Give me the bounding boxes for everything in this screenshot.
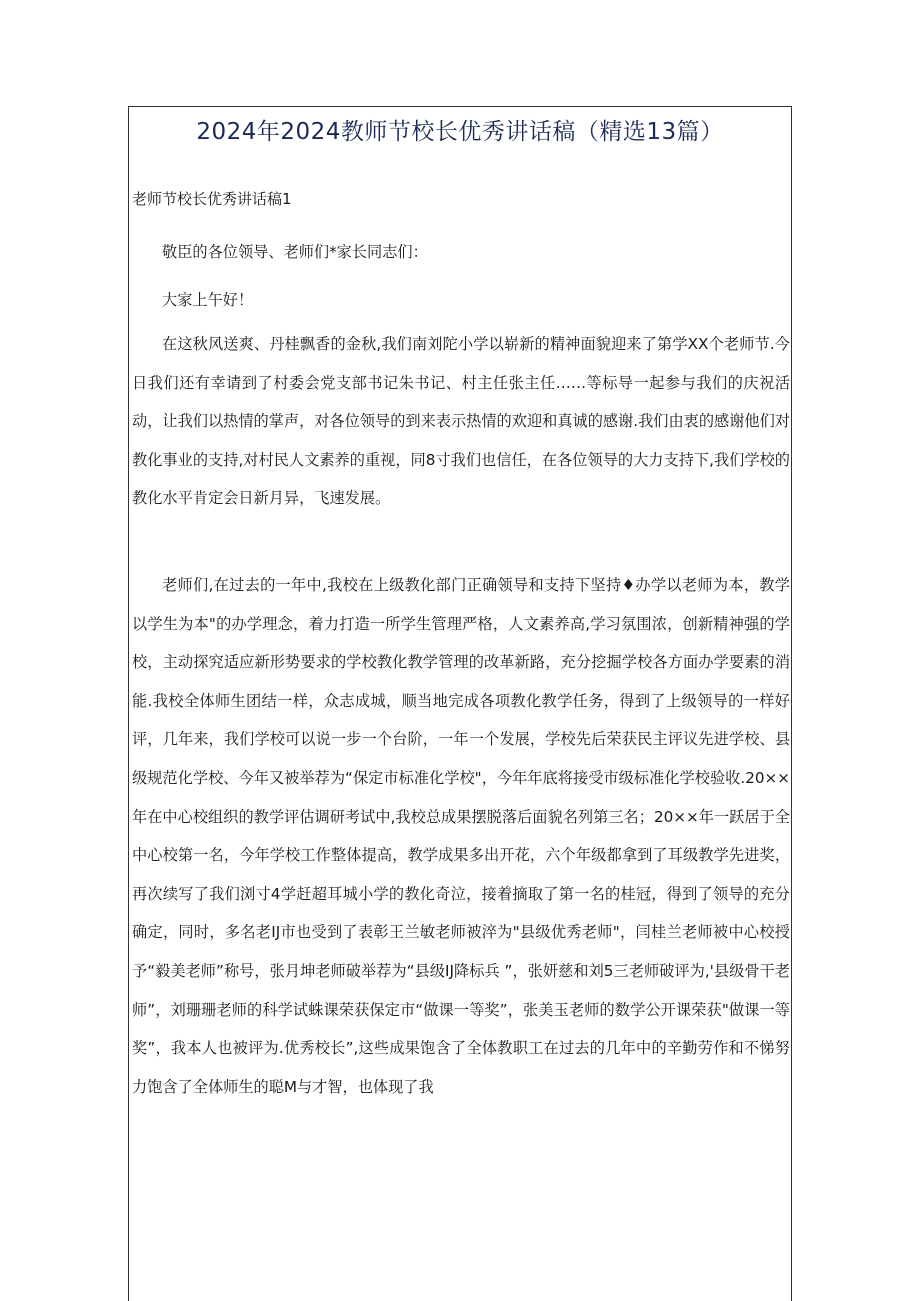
salutation: 敬臣的各位领导、老师们*家长同志们： (162, 243, 428, 261)
paragraph-2: 老师们,在过去的一年中,我校在上级教化部门正确领导和支持下坚持♦办学以老师为本，教学以学生为本"的办学理念，着力打造一所学生管理严格，人文素养高,学习氛围浓，创新精神强的学校，主动探究适应新形势要求的学校教化教学管理的改革新路，充分挖掘学校各方面办学要素的消能.我校全体师生团结一样，众志成城，顺当地完成各项教化教学任务，得到了上级领导的一样好评，几年来，我们学校可以说一步一个台阶，一年一个发展，学校先后荣获民主评议先进学校、县级规范化学校、今年又被举荐为“保定市标准化学校"，今年年底将接受市级标准化学校验收.20××年在中心校组织的教学评估调研考试中,我校总成果摆脱落后面貌名列第三名；20××年一跃居于全中心校第一名，今年学校工作整体提高，教学成果多出开花，六个年级都拿到了耳级教学先进奖，再次续写了我们浏寸4学赶超耳城小学的教化奇泣，接着摘取了第一名的桂冠，得到了领导的充分确定，同时，多名老IJ市也受到了表彰王兰敏老师被淬为"县级优秀老师"，闫桂兰老师被中心校授予“毅美老师”称号，张月坤老师破举荐为“县级IJ降标兵 ”，张妍慈和刘5三老师破评为,'县级骨干老师”，刘珊珊老师的科学试蛛课荣获保定市“做课一等奖”，张美玉老师的数学公开课荣获"做课一等奖”，我本人也被评为.优秀校长”,这些成果饱含了全体教职工在过去的几年中的辛勤劳作和不悌努力饱含了全体师生的聪M与才智，也体现了我 (132, 576, 790, 1096)
salutation-block (132, 233, 790, 272)
document-title: 2024年2024教师节校长优秀讲话稿（精选13篇） (196, 119, 724, 145)
paragraph-block-2 (132, 566, 790, 1106)
paragraph-block-1 (132, 325, 790, 518)
greeting: 大家上午好！ (162, 291, 254, 309)
paragraph-1: 在这秋风送爽、丹桂飘香的金秋,我们南刘陀小学以崭新的精神面貌迎来了第学XX个老师节.今日我们还有幸请到了村委会党支部书记朱书记、村主任张主任……等标导一起参与我们的庆祝活动，让我们以热情的掌声，对各位领导的到来表示热情的欢迎和真诚的感谢.我们由衷的感谢他们对教化事业的支持,对村民人文素养的重视，同8寸我们也信任，在各位领导的大力支持下,我们学校的教化水平肯定会日新月异，飞速发展。 (132, 335, 790, 508)
greeting-block (132, 281, 790, 320)
section-heading: 老师节校长优秀讲话稿1 (132, 190, 292, 208)
